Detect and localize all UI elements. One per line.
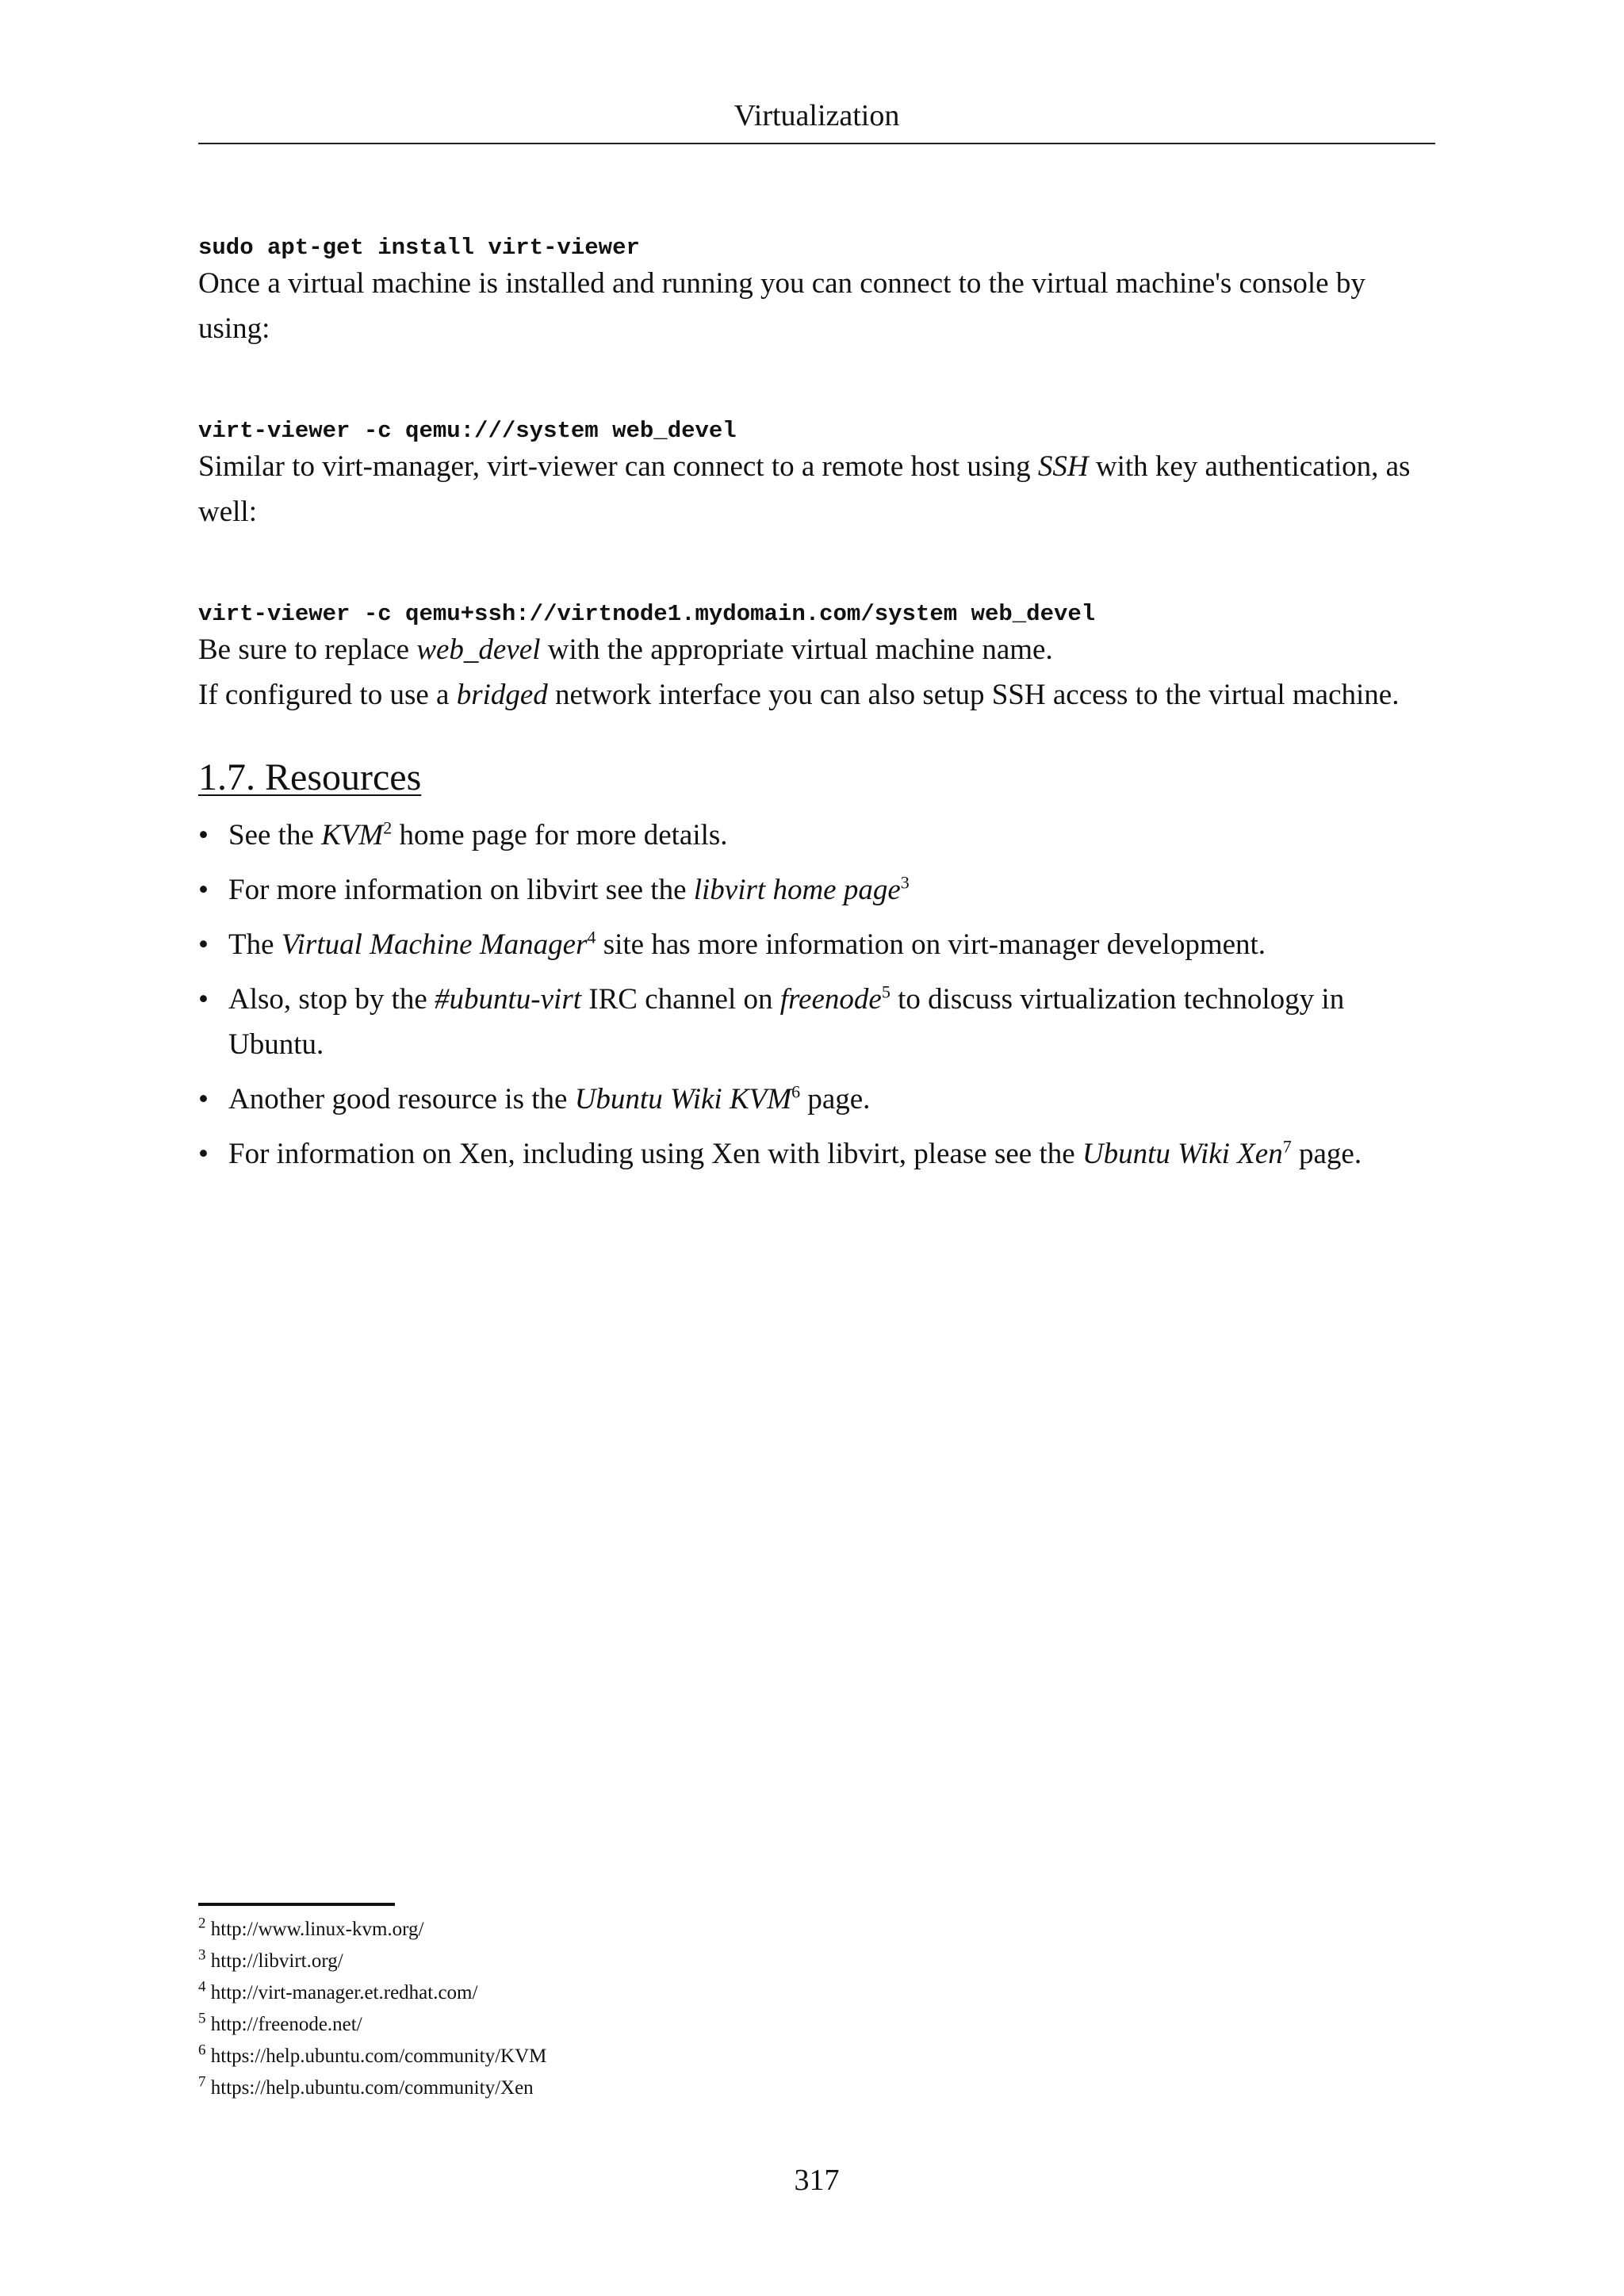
bullet: •: [198, 819, 209, 851]
bullet: •: [198, 928, 209, 961]
text-run: See the: [228, 819, 322, 851]
footnote: [198, 2072, 1150, 2104]
paragraph-bridged: [198, 672, 1435, 718]
list-item: [198, 922, 1435, 967]
text-run: If configured to use a: [198, 679, 457, 711]
footnote-ref: 7: [1282, 1136, 1292, 1157]
paragraph-remote: [198, 444, 1435, 534]
text-run: Another good resource is the: [228, 1083, 575, 1115]
footnote: [198, 2041, 1150, 2072]
text-run: Be sure to replace: [198, 633, 417, 666]
link-ubuntu-wiki-xen[interactable]: [1082, 1138, 1292, 1170]
bullet: •: [198, 1083, 209, 1115]
list-item: [198, 1077, 1435, 1122]
text-run: with key authentication, as well:: [198, 450, 1411, 528]
link-virt-manager[interactable]: [282, 928, 596, 961]
bullet: •: [198, 874, 209, 906]
footnote: [198, 1946, 1150, 1977]
footnote-number: 7: [198, 2073, 206, 2091]
footnote-number: 5: [198, 2010, 206, 2027]
code-block-remote-viewer: virt-viewer -c qemu+ssh://virtnode1.mydomain.com/system web_devel: [198, 601, 1096, 627]
footnote-ref: 2: [383, 817, 393, 838]
footnote-ref: 5: [881, 982, 891, 1002]
footnote-number: 2: [198, 1915, 206, 1932]
text-run: home page for more details.: [392, 819, 728, 851]
list-item: [198, 977, 1435, 1067]
footnote-ref: 6: [791, 1081, 801, 1102]
text-run: to discuss virtualization technology in Ubuntu.: [228, 983, 1345, 1061]
emphasis-vm-name: web_devel: [416, 633, 541, 666]
text-run: with the appropriate virtual machine name.: [540, 633, 1053, 666]
paragraph-replace: [198, 627, 1435, 672]
text-run: page.: [800, 1083, 871, 1115]
footnotes: [198, 1914, 1150, 2104]
running-header: Virtualization: [733, 99, 900, 132]
footnote: [198, 2009, 1150, 2041]
link-text: freenode: [779, 983, 882, 1016]
footnote: [198, 1914, 1150, 1946]
footnote: [198, 1977, 1150, 2009]
page-number: 317: [794, 2164, 840, 2197]
footnote-link[interactable]: https://help.ubuntu.com/community/KVM: [210, 2045, 547, 2067]
link-text: Ubuntu Wiki KVM: [574, 1083, 792, 1115]
text-run: network interface you can also setup SSH access to the virtual machine.: [547, 679, 1400, 711]
link-text: libvirt home page: [693, 874, 901, 906]
link-text: Ubuntu Wiki Xen: [1082, 1138, 1283, 1170]
text-run: Also, stop by the: [228, 983, 435, 1016]
footnote-link[interactable]: http://virt-manager.et.redhat.com/: [210, 1982, 478, 2003]
footnote-rule: [198, 1903, 395, 1906]
header-rule: [198, 143, 1435, 144]
footnote-link[interactable]: https://help.ubuntu.com/community/Xen: [210, 2077, 534, 2099]
resources-list: [198, 813, 1435, 1177]
text-run: Similar to virt-manager, virt-viewer can connect to a remote host using: [198, 450, 1038, 483]
footnote-link[interactable]: http://freenode.net/: [210, 2014, 362, 2035]
text-run: The: [228, 928, 282, 961]
code-block-local-viewer: virt-viewer -c qemu:///system web_devel: [198, 418, 737, 444]
footnote-number: 4: [198, 1978, 206, 1996]
link-kvm[interactable]: [321, 819, 392, 851]
bullet: •: [198, 1138, 209, 1170]
section-heading-resources: 1.7. Resources: [198, 756, 422, 798]
text-run: site has more information on virt-manager development.: [596, 928, 1266, 961]
link-libvirt[interactable]: [694, 874, 910, 906]
paragraph-console: Once a virtual machine is installed and running you can connect to the virtual machine's console by using:: [198, 267, 1365, 345]
text-run: IRC channel on: [581, 983, 780, 1016]
footnote-ref: 4: [587, 927, 596, 947]
list-item: [198, 813, 1435, 858]
page-content: [198, 235, 1435, 1186]
list-item: [198, 867, 1435, 913]
text-run: page.: [1291, 1138, 1362, 1170]
bullet: •: [198, 983, 209, 1016]
footnote-number: 6: [198, 2042, 206, 2059]
emphasis-channel: #ubuntu-virt: [435, 983, 582, 1016]
emphasis-ssh: SSH: [1037, 450, 1089, 483]
text-run: For information on Xen, including using Xen with libvirt, please see the: [228, 1138, 1082, 1170]
footnote-ref: 3: [900, 872, 910, 893]
footnote-number: 3: [198, 1946, 206, 1964]
text-run: For more information on libvirt see the: [228, 874, 694, 906]
code-block-install: sudo apt-get install virt-viewer: [198, 235, 640, 261]
list-item: [198, 1131, 1435, 1177]
footnote-link[interactable]: http://www.linux-kvm.org/: [210, 1919, 424, 1940]
link-text: KVM: [321, 819, 384, 851]
emphasis-bridged: bridged: [456, 679, 548, 711]
link-text: Virtual Machine Manager: [281, 928, 588, 961]
footnote-link[interactable]: http://libvirt.org/: [210, 1950, 343, 1972]
link-freenode[interactable]: [780, 983, 891, 1016]
link-ubuntu-wiki-kvm[interactable]: [575, 1083, 800, 1115]
